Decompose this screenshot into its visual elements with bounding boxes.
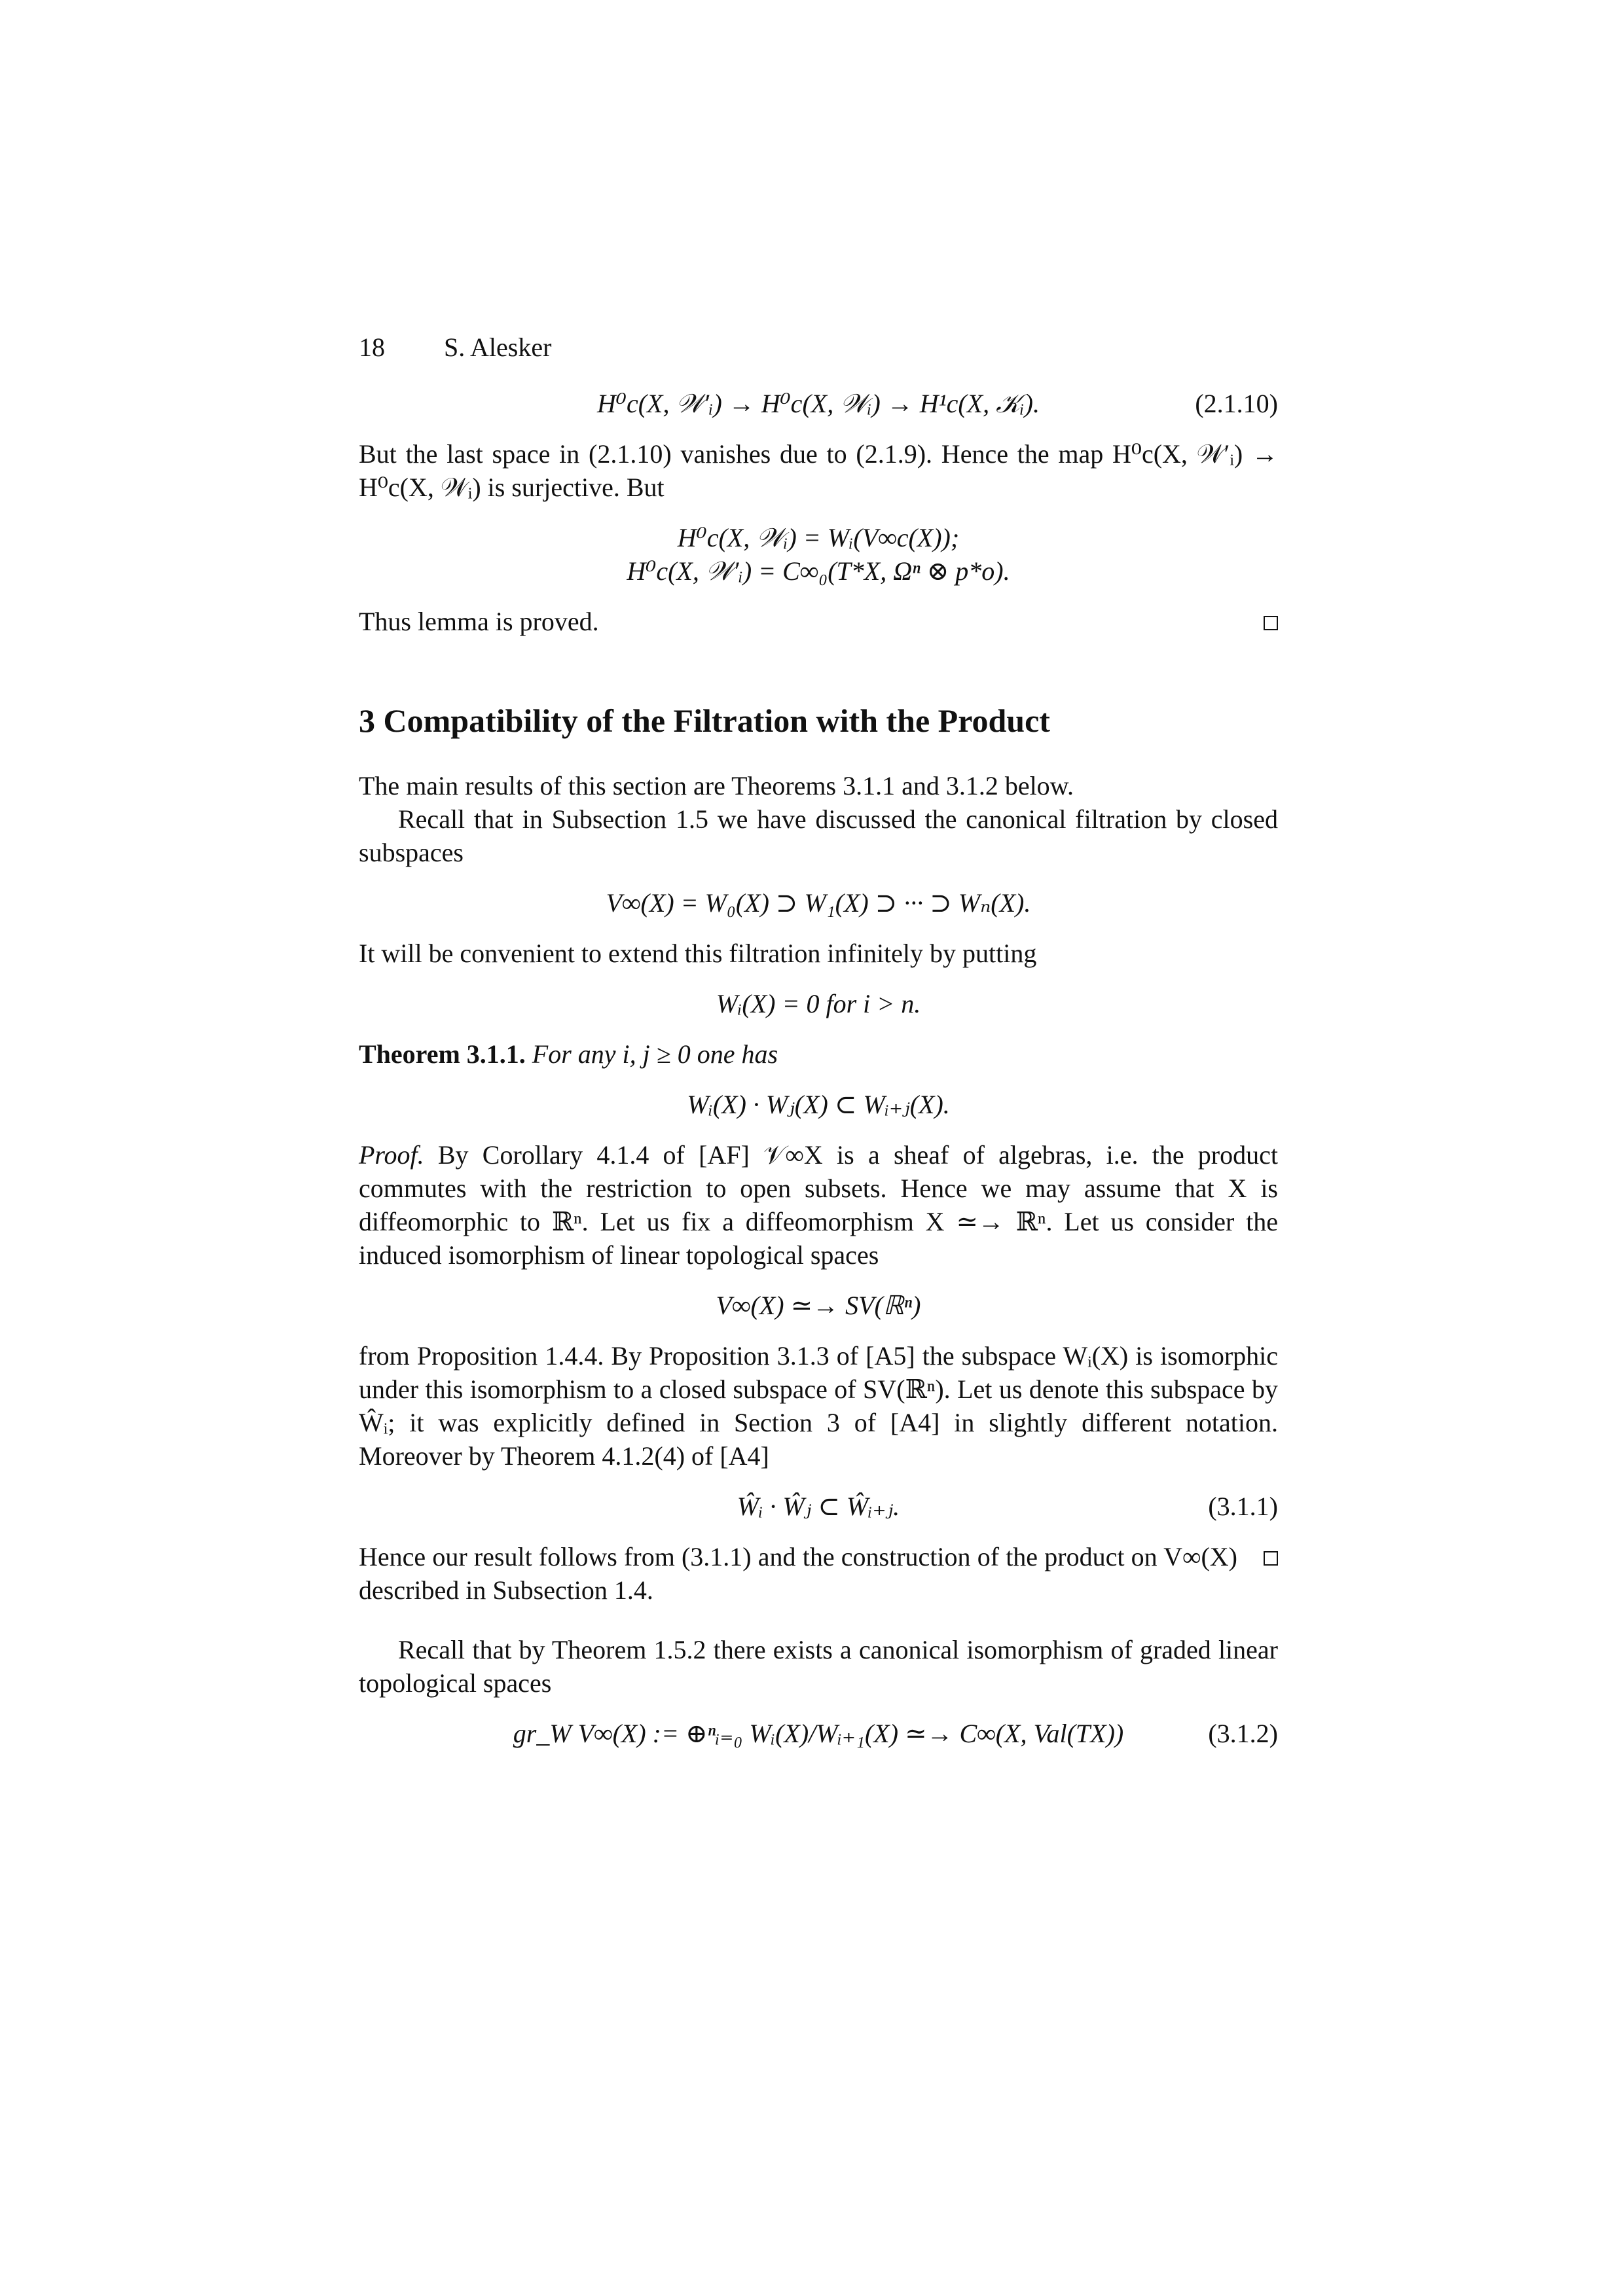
lemma-proved-text: Thus lemma is proved.	[359, 607, 599, 636]
running-header	[359, 331, 1278, 370]
paragraph: Recall that in Subsection 1.5 we have discussed the canonical filtration by closed subspaces	[359, 804, 1278, 867]
equation-line: H⁰c(X, 𝒲′ᵢ) = C∞₀(T*X, Ωⁿ ⊗ p*o).	[627, 556, 1010, 586]
paragraph: It will be convenient to extend this filtration infinitely by putting	[359, 939, 1037, 968]
lemma-end	[359, 605, 1278, 638]
equation-3-1-2	[359, 1717, 1278, 1750]
equation-formula: Wᵢ(X) = 0 for i > n.	[716, 989, 921, 1018]
paragraph: from Proposition 1.4.4. By Proposition 3.1.3 of [A5] the subspace Wᵢ(X) is isomorphic under this isomorphism to a closed subspace of SV(ℝⁿ). Let us denote this subspace by Ŵᵢ; it was explicitly defined in Section 3 of [A4] in slightly different notation. Moreover by Theorem 4.1.2(4) of [A4]	[359, 1341, 1278, 1471]
section-title: 3 Compatibility of the Filtration with the Product	[359, 702, 1050, 739]
author-name: S. Alesker	[444, 332, 552, 362]
proof-label: Proof.	[359, 1140, 424, 1170]
equation-number: (3.1.1)	[1208, 1492, 1278, 1521]
equation-line: H⁰c(X, 𝒲ᵢ) = Wᵢ(V∞c(X));	[677, 523, 960, 552]
equation-formula: Wᵢ(X) · Wⱼ(X) ⊂ Wᵢ₊ⱼ(X).	[687, 1090, 950, 1119]
qed-square-icon	[1264, 616, 1278, 630]
theorem-equation	[359, 1088, 1278, 1121]
equation-2-1-10	[359, 387, 1278, 420]
proof-end	[359, 1540, 1278, 1607]
display-equations	[359, 521, 1278, 588]
equation-number: (3.1.2)	[1208, 1719, 1278, 1748]
equation-formula: V∞(X) = W₀(X) ⊃ W₁(X) ⊃ ··· ⊃ Wₙ(X).	[606, 888, 1031, 918]
theorem-statement	[359, 1037, 1278, 1071]
proof-paragraph	[359, 1138, 1278, 1272]
equation-formula: gr_W V∞(X) := ⊕ⁿᵢ₌₀ Wᵢ(X)/Wᵢ₊₁(X) ≃→ C∞(X, Val(TX))	[513, 1719, 1124, 1748]
isomorphism-equation	[359, 1289, 1278, 1322]
extension-equation	[359, 987, 1278, 1020]
paragraph: The main results of this section are Theorems 3.1.1 and 3.1.2 below.	[359, 771, 1074, 800]
theorem-text: For any i, j ≥ 0 one has	[532, 1039, 778, 1069]
equation-3-1-1	[359, 1490, 1278, 1523]
qed-square-icon	[1264, 1551, 1278, 1566]
page-content	[359, 331, 1278, 1767]
paragraph: Hence our result follows from (3.1.1) and the construction of the product on V∞(X) described in Subsection 1.4.	[359, 1542, 1237, 1605]
theorem-label: Theorem 3.1.1.	[359, 1039, 526, 1069]
equation-formula: H⁰c(X, 𝒲′ᵢ) → H⁰c(X, 𝒲ᵢ) → H¹c(X, 𝒦ᵢ).	[597, 389, 1040, 418]
equation-number: (2.1.10)	[1195, 389, 1278, 418]
equation-formula: Ŵᵢ · Ŵⱼ ⊂ Ŵᵢ₊ⱼ.	[737, 1492, 900, 1521]
page-number: 18	[359, 332, 385, 362]
paragraph: Recall that by Theorem 1.5.2 there exists a canonical isomorphism of graded linear topological spaces	[359, 1635, 1278, 1698]
equation-formula: V∞(X) ≃→ SV(ℝⁿ)	[716, 1291, 921, 1320]
paragraph: But the last space in (2.1.10) vanishes due to (2.1.9). Hence the map H⁰c(X, 𝒲′ᵢ) → H⁰c(X, 𝒲ᵢ) is surjective. But	[359, 439, 1278, 502]
proof-text: By Corollary 4.1.4 of [AF] 𝒱∞X is a sheaf of algebras, i.e. the product commutes with the restriction to open subsets. Hence we may assume that X is diffeomorphic to ℝⁿ. Let us fix a diffeomorphism X ≃→ ℝⁿ. Let us consider the induced isomorphism of linear topological spaces	[359, 1140, 1278, 1270]
filtration-equation	[359, 886, 1278, 920]
